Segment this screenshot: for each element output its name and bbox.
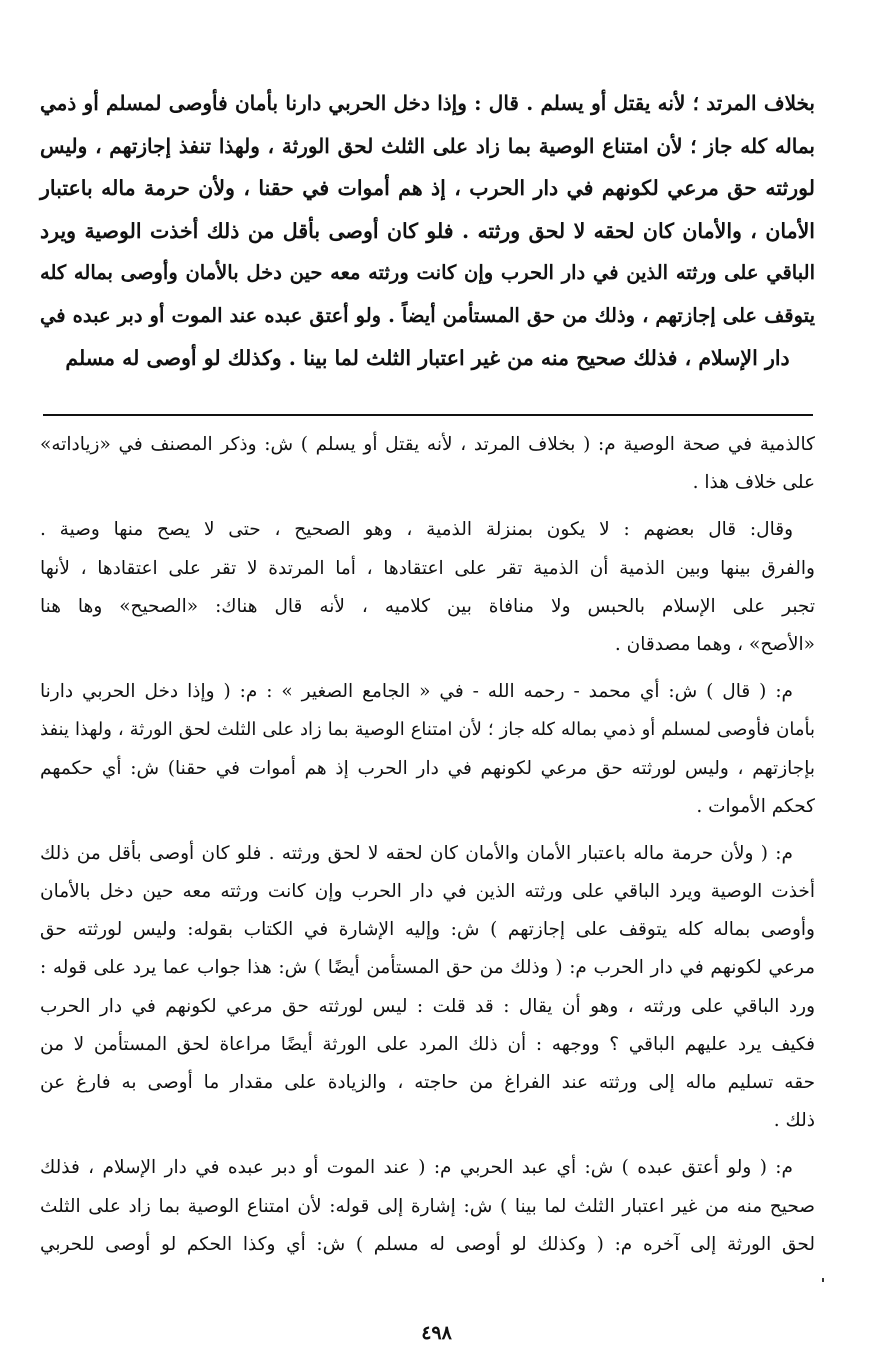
commentary-block <box>40 426 815 1273</box>
commentary-line: م: ( ولأن حرمة ماله باعتبار الأمان والأمان كان لحقه لا لحق ورثته . فلو كان أوصى بأقل من ذلك <box>40 842 793 864</box>
commentary-line: م: ( قال ) ش: أي محمد - رحمه الله - في « الجامع الصغير » : م: ( وإذا دخل الحربي دارنا <box>40 681 793 703</box>
commentary-paragraph <box>40 673 815 826</box>
commentary-line: مرعي لكونهم في دار الحرب م: ( وذلك من حق المستأمن أيضًا ) ش: هذا جواب عما يرد على قوله : <box>40 957 815 979</box>
commentary-line: وأوصى بماله كله يتوقف على إجازتهم ) ش: وإليه الإشارة في الكتاب بقوله: وليس لورثته حق <box>40 919 815 941</box>
commentary-paragraph <box>40 511 815 664</box>
main-text-line: الأمان ، والأمان كان لحقه لا لحق ورثته . فلو كان أوصى بأقل من ذلك أخذت الوصية ويرد <box>40 218 815 243</box>
main-text-line: بخلاف المرتد ؛ لأنه يقتل أو يسلم . قال : وإذا دخل الحربي دارنا بأمان فأوصى لمسلم أو ذمي <box>40 91 815 115</box>
section-divider <box>43 414 813 416</box>
commentary-line: بإجازتهم ، وليس لورثته حق مرعي لكونهم في دار الحرب إذ هم أموات في حقنا) ش: أي حكمهم <box>40 757 815 779</box>
commentary-paragraph <box>40 835 815 1141</box>
main-text-line: دار الإسلام ، فذلك صحيح منه من غير اعتبار الثلث لما بينا . وكذلك لو أوصى له مسلم <box>65 346 790 370</box>
commentary-line: حقه تسليم ماله إلى ورثته عند الفراغ من حاجته ، والزيادة على مقدار ما أوصى به فارغ عن <box>40 1072 815 1093</box>
margin-mark <box>822 1278 824 1282</box>
commentary-line: لحق الورثة إلى آخره م: ( وكذلك لو أوصى له مسلم ) ش: أي وكذا الحكم لو أوصى للحربي <box>40 1233 815 1255</box>
commentary-line: ذلك . <box>773 1110 815 1132</box>
main-text-block <box>40 82 815 380</box>
main-text-line: يتوقف على إجازتهم ، وذلك من حق المستأمن أيضاً . ولو أعتق عبده عند الموت أو دبر عبده في <box>40 303 815 327</box>
commentary-line: والفرق بينها وبين الذمية أن الذمية تقر على اعتقادها ، أما المرتدة لا تقر على اعتقادها ، لأنها <box>40 557 815 579</box>
commentary-line: «الأصح» ، وهما مصدقان . <box>614 633 815 655</box>
commentary-line: بأمان فأوصى لمسلم أو ذمي بماله كله جاز ؛ لأن امتناع الوصية بما زاد على الثلث لحق الورثة ، ولهذا ينفذ <box>40 719 815 741</box>
commentary-line: فكيف يرد عليهم الباقي ؟ ووجهه : أن ذلك المرد على الورثة أيضًا مراعاة لحق المستأمن لا من <box>40 1033 815 1055</box>
commentary-paragraph <box>40 1149 815 1264</box>
commentary-line: كالذمية في صحة الوصية م: ( بخلاف المرتد ، لأنه يقتل أو يسلم ) ش: وذكر المصنف في «زياداته» <box>40 434 815 455</box>
commentary-line: على خلاف هذا . <box>692 472 815 494</box>
commentary-line: ورد الباقي على ورثته ، وهو أن يقال : قد قلت : ليس لورثته حق مرعي لكونهم في دار الحرب <box>40 995 815 1017</box>
page-number: ٤٩٨ <box>421 1322 452 1344</box>
main-text-line: الباقي على ورثته الذين في دار الحرب وإن كانت ورثته معه حين دخل بالأمان وأوصى بماله كله <box>40 261 815 284</box>
commentary-line: تجبر على الإسلام بالحبس ولا منافاة بين كلاميه ، لأنه قال هناك: «الصحيح» وها هنا <box>40 595 815 617</box>
commentary-line: أخذت الوصية ويرد الباقي على ورثته الذين في دار الحرب وإن كانت ورثته معه حين دخل بالأمان <box>40 881 815 903</box>
commentary-line: صحيح منه من غير اعتبار الثلث لما بينا ) ش: إشارة إلى قوله: لأن امتناع الوصية بما زاد على الثلث <box>40 1195 815 1217</box>
commentary-line: وقال: قال بعضهم : لا يكون بمنزلة الذمية ، وهو الصحيح ، حتى لا يصح منها وصية . <box>40 519 793 541</box>
main-text-line: لورثته حق مرعي لكونهم في دار الحرب ، إذ هم أموات في حقنا ، ولأن حرمة ماله باعتبار <box>40 176 815 200</box>
commentary-paragraph <box>40 426 815 502</box>
main-text-line: بماله كله جاز ؛ لأن امتناع الوصية بما زاد على الثلث لحق الورثة ، ولهذا تنفذ إجازتهم ، وليس <box>40 133 815 158</box>
commentary-line: كحكم الأموات . <box>696 795 815 817</box>
commentary-line: م: ( ولو أعتق عبده ) ش: أي عبد الحربي م: ( عند الموت أو دبر عبده في دار الإسلام ، فذلك <box>40 1157 793 1179</box>
